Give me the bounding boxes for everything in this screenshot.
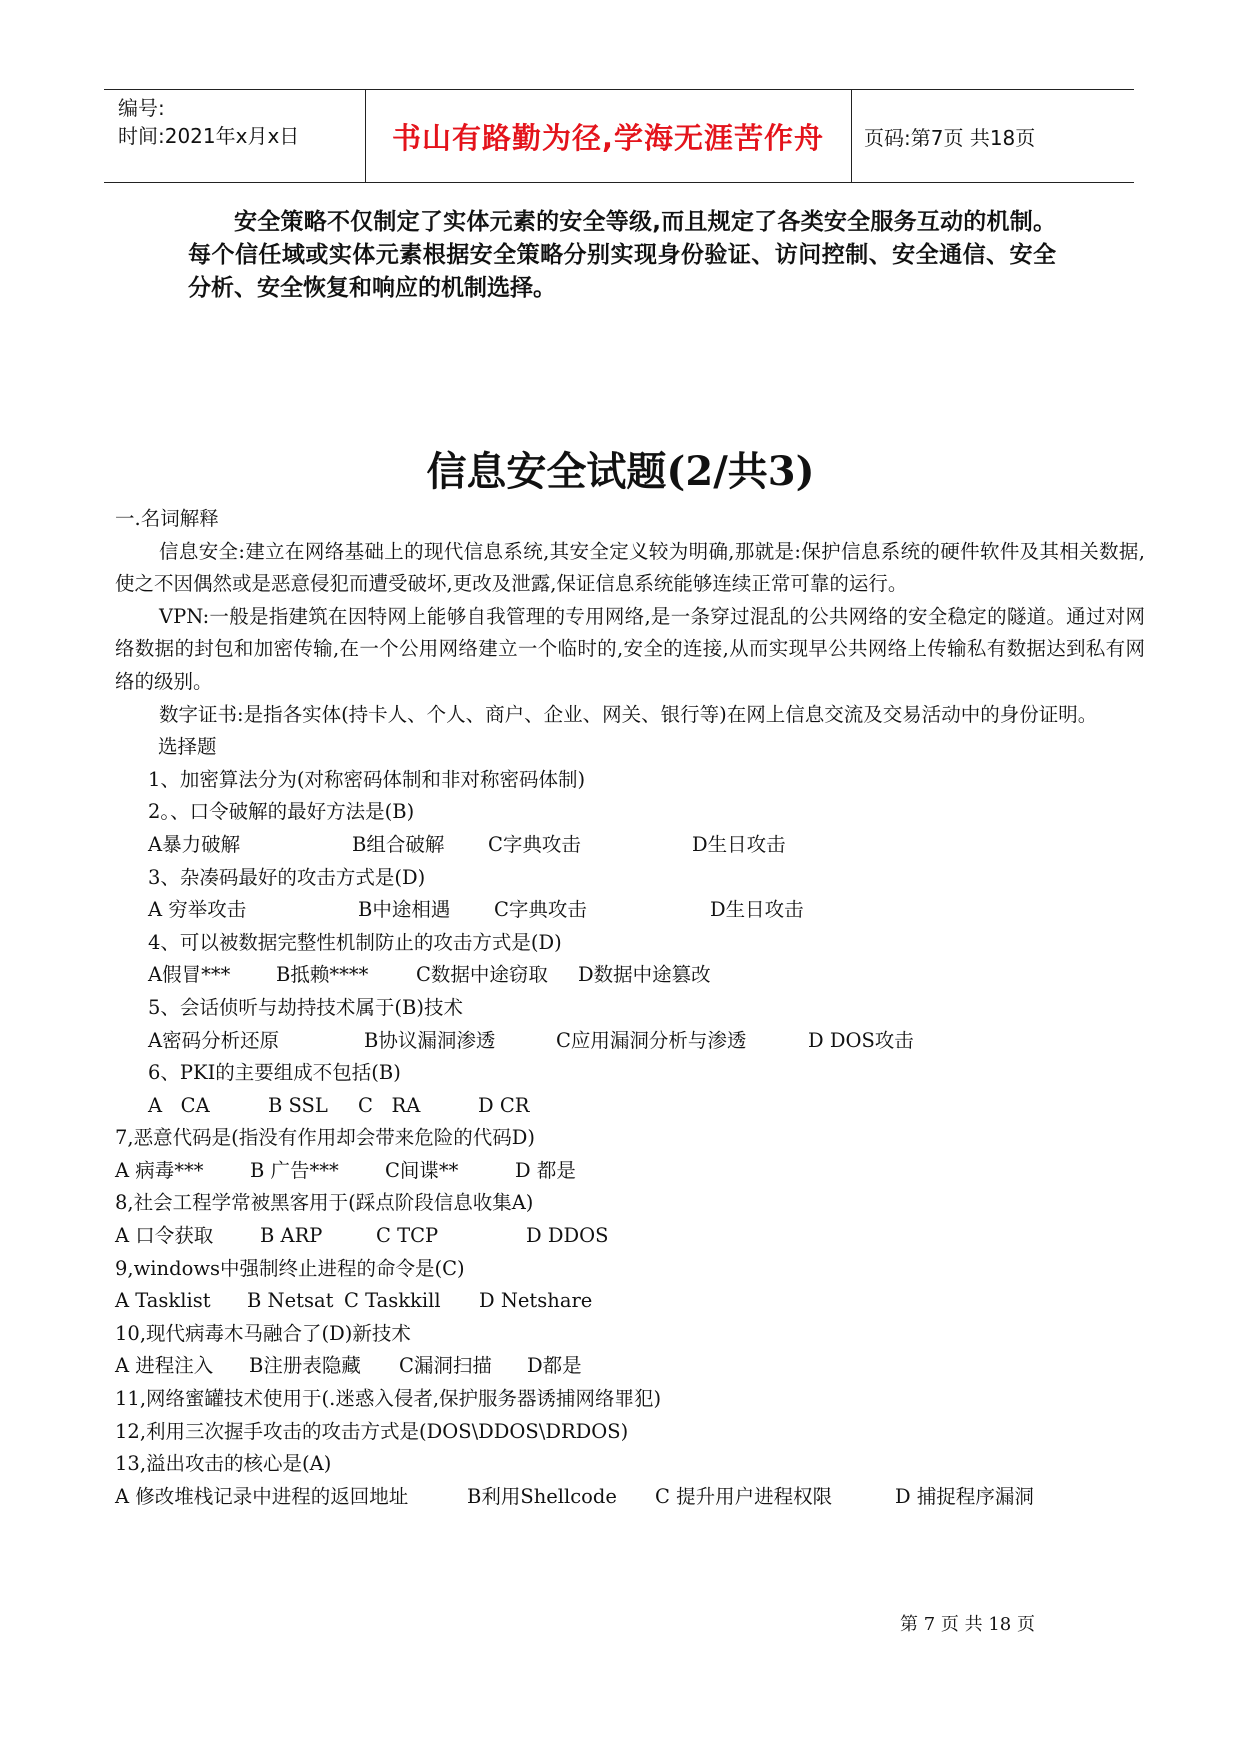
option: C TCP: [376, 1224, 439, 1248]
option: A CA: [148, 1093, 210, 1117]
time-label: 时间:2021年x月x日: [118, 124, 300, 148]
question: 5、会话侦听与劫持技术属于(B)技术: [148, 995, 463, 1019]
term-definition: VPN:一般是指建筑在因特网上能够自我管理的专用网络,是一条穿过混乱的公共网络的安全稳定的隧道。通过对网络数据的封包和加密传输,在一个公用网络建立一个临时的,安全的连接,从而实现早公共网络上传输私有数据达到私有网络的级别。: [115, 604, 1145, 693]
option: B注册表隐藏: [249, 1354, 361, 1378]
option: B SSL: [268, 1093, 328, 1117]
question-options: [115, 1155, 1145, 1188]
option: D数据中途篡改: [578, 963, 711, 987]
section-heading: 选择题: [158, 735, 217, 759]
question: 8,社会工程学常被黑客用于(踩点阶段信息收集A): [115, 1191, 534, 1215]
question: 3、杂凑码最好的攻击方式是(D): [148, 865, 426, 889]
question-options: [115, 959, 1145, 992]
option: D 都是: [515, 1158, 576, 1182]
question: 4、可以被数据完整性机制防止的攻击方式是(D): [148, 930, 562, 954]
question: 13,溢出攻击的核心是(A): [115, 1452, 332, 1476]
page-footer: 第 7 页 共 18 页: [900, 1614, 1035, 1635]
option: A 进程注入: [115, 1354, 214, 1378]
option: A 修改堆栈记录中进程的返回地址: [115, 1484, 409, 1508]
header-divider: [851, 90, 852, 182]
term-definition: 信息安全:建立在网络基础上的现代信息系统,其安全定义较为明确,那就是:保护信息系统的硬件软件及其相关数据,使之不因偶然或是恶意侵犯而遭受破坏,更改及泄露,保证信息系统能够连续正常可靠的运行。: [115, 539, 1145, 596]
option: A暴力破解: [148, 832, 241, 856]
page-title: 信息安全试题(2/共3): [426, 448, 815, 495]
option: B利用Shellcode: [467, 1484, 617, 1508]
option: C 提升用户进程权限: [655, 1484, 833, 1508]
option: B中途相遇: [358, 898, 451, 922]
page-header: [104, 89, 1134, 183]
option: C Taskkill: [344, 1289, 441, 1313]
option: A密码分析还原: [148, 1028, 280, 1052]
option: A Tasklist: [115, 1289, 211, 1313]
option: C漏洞扫描: [399, 1354, 492, 1378]
option: D生日攻击: [692, 832, 786, 856]
option: B抵赖****: [276, 963, 369, 987]
question-options: [115, 829, 1145, 862]
question-options: [115, 1220, 1145, 1253]
intro-paragraph: 安全策略不仅制定了实体元素的安全等级,而且规定了各类安全服务互动的机制。每个信任域或实体元素根据安全策略分别实现身份验证、访问控制、安全通信、安全分析、安全恢复和响应的机制选择。: [188, 209, 1056, 301]
question: 11,网络蜜罐技术使用于(.迷惑入侵者,保护服务器诱捕网络罪犯): [115, 1387, 662, 1411]
option: A假冒***: [148, 963, 231, 987]
option: B协议漏洞渗透: [364, 1028, 496, 1052]
option: D DDOS: [526, 1224, 609, 1248]
question-options: [115, 1090, 1145, 1123]
option: D生日攻击: [710, 898, 804, 922]
question-options: [115, 894, 1145, 927]
option: B 广告***: [250, 1158, 339, 1182]
question: 2。、口令破解的最好方法是(B): [148, 800, 415, 824]
code-label: 编号:: [118, 96, 165, 120]
question-options: [115, 1350, 1145, 1383]
option: D都是: [527, 1354, 582, 1378]
option: D 捕捉程序漏洞: [895, 1484, 1034, 1508]
option: D Netshare: [479, 1289, 593, 1313]
question: 12,利用三次握手攻击的攻击方式是(DOS\DDOS\DRDOS): [115, 1419, 629, 1443]
option: C间谍**: [385, 1158, 459, 1182]
option: A 穷举攻击: [148, 898, 247, 922]
option: D CR: [478, 1093, 530, 1117]
option: C字典攻击: [494, 898, 587, 922]
header-left-cell: [118, 94, 299, 150]
question-options: [115, 1285, 1145, 1318]
section-heading: 一.名词解释: [115, 507, 219, 530]
option: C数据中途窃取: [416, 963, 548, 987]
header-page-label: 页码:第7页 共18页: [864, 125, 1036, 150]
question-options: [115, 1025, 1145, 1058]
option: C字典攻击: [488, 832, 581, 856]
option: A 口令获取: [115, 1224, 214, 1248]
option: B组合破解: [352, 832, 445, 856]
question: 9,windows中强制终止进程的命令是(C): [115, 1256, 465, 1280]
question: 7,恶意代码是(指没有作用却会带来危险的代码D): [115, 1126, 535, 1150]
option: D DOS攻击: [808, 1028, 914, 1052]
question: 1、加密算法分为(对称密码体制和非对称密码体制): [148, 767, 586, 791]
header-motto: 书山有路勤为径,学海无涯苦作舟: [391, 120, 825, 155]
question-options: [115, 1481, 1145, 1514]
option: B Netsat: [247, 1289, 334, 1313]
option: B ARP: [260, 1224, 323, 1248]
document-body: [115, 503, 1145, 1513]
option: C应用漏洞分析与渗透: [556, 1028, 747, 1052]
question: 6、PKI的主要组成不包括(B): [148, 1061, 401, 1085]
question: 10,现代病毒木马融合了(D)新技术: [115, 1321, 411, 1345]
term-definition: 数字证书:是指各实体(持卡人、个人、商户、企业、网关、银行等)在网上信息交流及交易活动中的身份证明。: [159, 702, 1098, 726]
option: A 病毒***: [115, 1158, 204, 1182]
option: C RA: [358, 1093, 421, 1117]
